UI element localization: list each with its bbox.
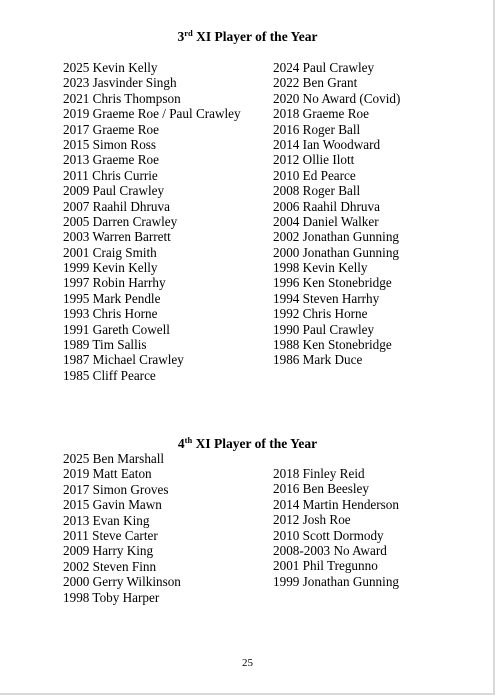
award-entry: 2009 Paul Crawley [63, 183, 165, 199]
award-entry: 2008-2003 No Award [273, 542, 387, 558]
third-xi-heading: 3rd XI Player of the Year [177, 28, 318, 44]
award-entry: 1997 Robin Harrhy [63, 275, 166, 291]
award-entry: 1998 Kevin Kelly [273, 260, 368, 276]
award-entry: 2025 Ben Marshall [63, 451, 165, 466]
fourth-xi-left-column [63, 451, 181, 605]
award-entry: 2019 Graeme Roe / Paul Crawley [63, 106, 241, 122]
award-entry: 2017 Simon Groves [63, 481, 169, 497]
fourth-xi-right-column [273, 466, 399, 589]
award-entry: 2002 Jonathan Gunning [273, 229, 400, 245]
award-entry: 2023 Jasvinder Singh [63, 75, 177, 91]
fourth-xi-heading: 4th XI Player of the Year [177, 435, 318, 451]
third-xi-left-column [63, 60, 241, 383]
award-entry: 2011 Steve Carter [63, 527, 158, 543]
award-entry: 2021 Chris Thompson [63, 90, 181, 106]
award-entry: 1992 Chris Horne [273, 306, 368, 322]
award-entry: 2016 Ben Beesley [273, 481, 369, 497]
award-entry: 2020 No Award (Covid) [273, 90, 401, 106]
award-entry: 2001 Phil Tregunno [273, 558, 378, 574]
award-entry: 2007 Raahil Dhruva [63, 198, 170, 214]
award-entry: 2012 Ollie Ilott [273, 152, 355, 168]
award-entry: 2025 Kevin Kelly [63, 60, 158, 75]
award-entry: 2015 Gavin Mawn [63, 497, 162, 513]
award-entry: 2006 Raahil Dhruva [273, 198, 380, 214]
award-entry: 2024 Paul Crawley [273, 60, 375, 75]
award-entry: 2014 Ian Woodward [273, 136, 381, 152]
award-entry: 1995 Mark Pendle [63, 290, 161, 306]
award-entry: 2012 Josh Roe [273, 512, 351, 528]
award-entry: 2009 Harry King [63, 543, 154, 559]
award-entry: 2005 Darren Crawley [63, 213, 178, 229]
award-entry: 1986 Mark Duce [273, 352, 363, 368]
award-entry: 1993 Chris Horne [63, 306, 158, 322]
award-entry: 2018 Finley Reid [273, 466, 365, 481]
award-entry: 1987 Michael Crawley [63, 352, 184, 368]
award-entry: 2022 Ben Grant [273, 75, 358, 91]
award-entry: 1998 Toby Harper [63, 589, 160, 605]
award-entry: 1985 Cliff Pearce [63, 367, 156, 383]
award-entry: 1999 Kevin Kelly [63, 260, 158, 276]
award-entry: 2011 Chris Currie [63, 167, 158, 183]
award-entry: 2014 Martin Henderson [273, 496, 399, 512]
award-entry: 2001 Craig Smith [63, 244, 157, 260]
award-entry: 1990 Paul Crawley [273, 321, 375, 337]
award-entry: 2000 Jonathan Gunning [273, 244, 400, 260]
award-entry: 1989 Tim Sallis [63, 337, 147, 353]
award-entry: 1991 Gareth Cowell [63, 321, 170, 337]
award-entry: 1999 Jonathan Gunning [273, 573, 400, 589]
award-entry: 2003 Warren Barrett [63, 229, 171, 245]
award-entry: 2000 Gerry Wilkinson [63, 574, 181, 590]
award-entry: 1994 Steven Harrhy [273, 290, 380, 306]
third-xi-right-column [273, 60, 400, 368]
award-entry: 2013 Graeme Roe [63, 152, 159, 168]
award-entry: 2010 Scott Dormody [273, 527, 384, 543]
award-entry: 1988 Ken Stonebridge [273, 337, 392, 353]
award-entry: 2004 Daniel Walker [273, 213, 379, 229]
award-entry: 2010 Ed Pearce [273, 167, 356, 183]
award-entry: 2015 Simon Ross [63, 136, 157, 152]
award-entry: 2016 Roger Ball [273, 121, 361, 137]
award-entry: 1996 Ken Stonebridge [273, 275, 392, 291]
award-entry: 2013 Evan King [63, 512, 150, 528]
page-number: 25 [242, 657, 253, 669]
award-entry: 2008 Roger Ball [273, 183, 361, 199]
award-entry: 2019 Matt Eaton [63, 466, 152, 482]
award-entry: 2002 Steven Finn [63, 558, 157, 574]
award-entry: 2017 Graeme Roe [63, 121, 159, 137]
award-entry: 2018 Graeme Roe [273, 106, 369, 122]
